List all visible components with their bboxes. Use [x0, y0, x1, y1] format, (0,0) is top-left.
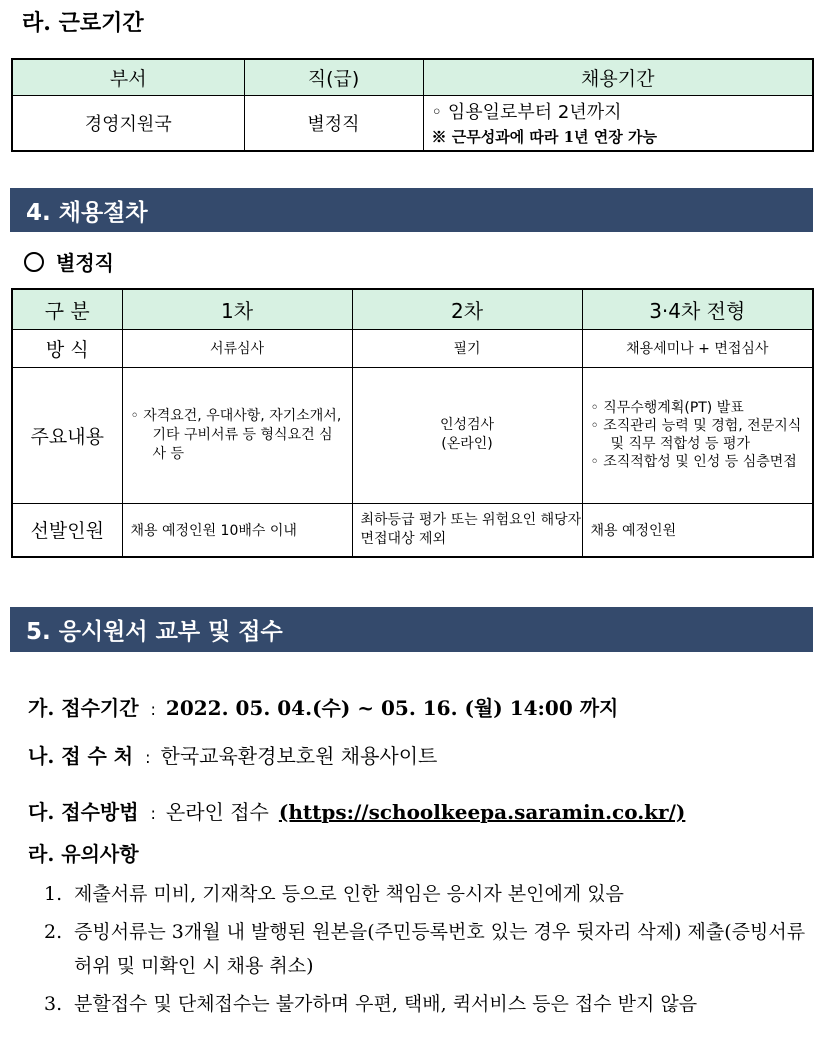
content-stage-3-item: ◦ 직무수행계획(PT) 발표 [590, 400, 744, 416]
method-stage-3-4: 채용세미나 + 면접심사 [582, 329, 813, 367]
method-stage-1: 서류심사 [122, 329, 352, 367]
content-stage-2-line2: (온라인) [441, 436, 493, 452]
select-stage-2: 최하등급 평가 또는 위험요인 해당자 면접대상 제외 [352, 503, 582, 557]
note-text: 증빙서류는 3개월 내 발행된 원본을(주민등록번호 있는 경우 뒷자리 삭제) 제출(증빙서류 허위 및 미확인 시 채용 취소) [74, 921, 806, 977]
list-item [44, 915, 819, 983]
employment-period-table [11, 58, 814, 152]
section-4-subtitle [24, 247, 114, 276]
info-period-value: 2022. 05. 04.(수) ~ 05. 16. (월) 14:00 까지 [165, 696, 619, 720]
note-number: 3. [44, 993, 63, 1015]
content-stage-3-4 [582, 367, 813, 503]
colon: : [150, 804, 156, 823]
content-stage-2-line1: 인성검사 [439, 417, 495, 433]
header-rank: 직(급) [244, 59, 423, 95]
info-place [28, 740, 437, 769]
content-stage-1-item: ◦ 자격요건, 우대사항, 자기소개서, 기타 구비서류 등 형식요건 심사 등 [130, 407, 342, 462]
note-text: 제출서류 미비, 기재착오 등으로 인한 책임은 응시자 본인에게 있음 [74, 883, 624, 905]
section-ra-title: 라. 근로기간 [22, 10, 144, 36]
recruitment-process-table [11, 288, 814, 558]
header-period: 채용기간 [423, 59, 813, 95]
select-stage-1: 채용 예정인원 10배수 이내 [122, 503, 352, 557]
header-stage-3-4: 3·4차 전형 [582, 289, 813, 329]
section-5-banner: 5. 응시원서 교부 및 접수 [10, 607, 813, 652]
header-stage-1: 1차 [122, 289, 352, 329]
row-label-method: 방 식 [12, 329, 122, 367]
info-place-value: 한국교육환경보호원 채용사이트 [160, 744, 438, 768]
content-stage-3-item: ◦ 조직적합성 및 인성 등 심층면접 [590, 454, 797, 470]
info-method-label: 다. 접수방법 [28, 800, 139, 824]
note-text: 분할접수 및 단체접수는 불가하며 우편, 택배, 퀵서비스 등은 접수 받지 않음 [74, 993, 698, 1015]
colon: : [145, 748, 151, 767]
method-stage-2: 필기 [352, 329, 582, 367]
recruit-site-link[interactable]: (https://schoolkeepa.saramin.co.kr/) [278, 800, 686, 824]
note-number: 2. [44, 921, 63, 943]
info-notes-label: 라. 유의사항 [28, 842, 139, 866]
period-cell [423, 95, 813, 151]
row-label-content: 주요내용 [12, 367, 122, 503]
content-stage-3-item: ◦ 조직관리 능력 및 경험, 전문지식 및 직무 적합성 등 평가 [590, 418, 802, 452]
header-category: 구 분 [12, 289, 122, 329]
row-label-selection: 선발인원 [12, 503, 122, 557]
content-stage-2 [352, 367, 582, 503]
info-method [28, 796, 685, 825]
list-item [44, 877, 819, 911]
info-method-value: 온라인 접수 [165, 800, 269, 824]
info-notes-heading [28, 838, 139, 867]
info-period-label: 가. 접수기간 [28, 696, 139, 720]
note-number: 1. [44, 883, 63, 905]
period-line: ◦ 임용일로부터 2년까지 [431, 102, 622, 124]
header-dept: 부서 [12, 59, 244, 95]
subtitle-text: 별정직 [56, 251, 114, 275]
content-stage-1 [122, 367, 352, 503]
list-item [44, 987, 819, 1021]
colon: : [150, 700, 156, 719]
info-place-label: 나. 접 수 처 [28, 744, 134, 768]
dept-cell: 경영지원국 [12, 95, 244, 151]
rank-cell: 별정직 [244, 95, 423, 151]
circle-icon [24, 252, 44, 272]
header-stage-2: 2차 [352, 289, 582, 329]
info-period [28, 692, 618, 721]
section-4-banner: 4. 채용절차 [10, 188, 813, 232]
notes-list [44, 877, 819, 1025]
period-note: ※ 근무성과에 따라 1년 연장 가능 [431, 128, 657, 147]
select-stage-3-4: 채용 예정인원 [582, 503, 813, 557]
